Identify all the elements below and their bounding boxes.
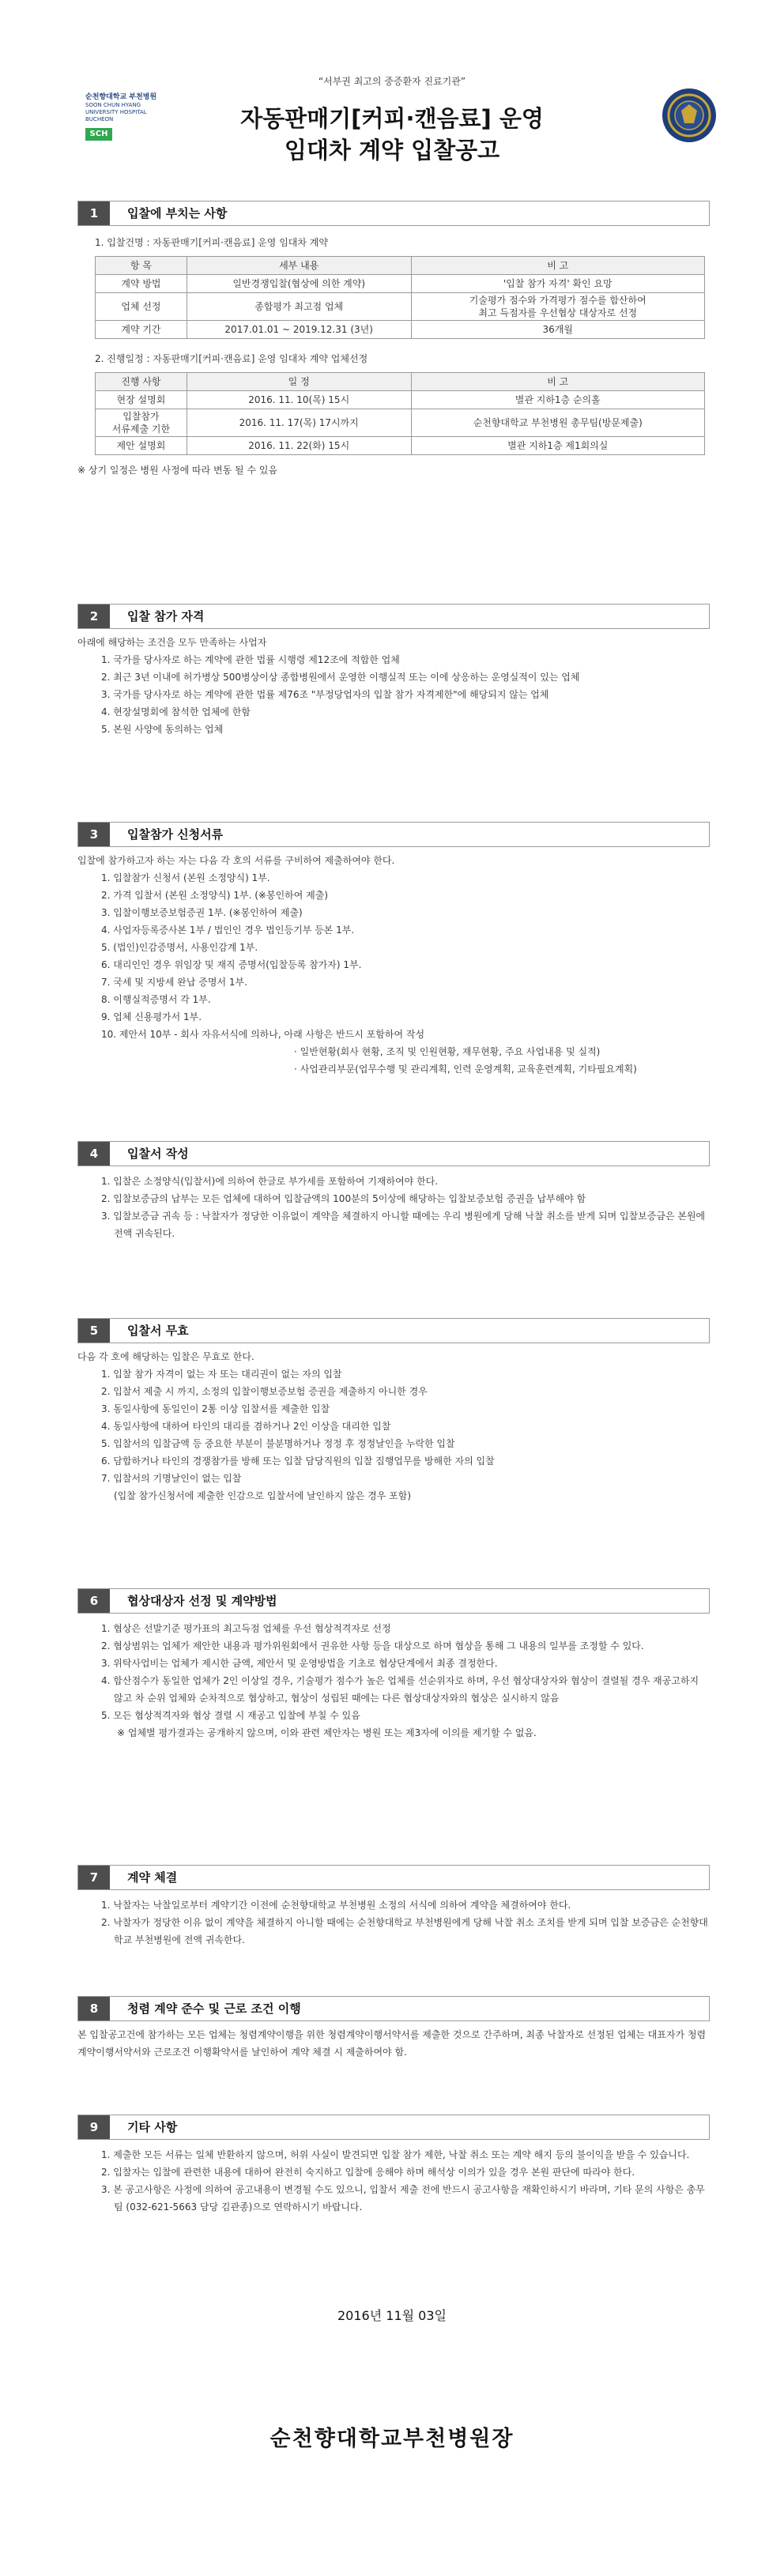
list-item: 9. 업체 신용평가서 1부. bbox=[101, 1011, 202, 1022]
list-item: 4. 사업자등록증사본 1부 / 법인인 경우 법인등기부 등본 1부. bbox=[101, 925, 355, 936]
logo-name-kr: 순천향대학교 부천병원 bbox=[85, 93, 157, 101]
issuer-signature: 순천향대학교부천병원장 bbox=[270, 2427, 514, 2451]
list-item: 10. 제안서 10부 - 회사 자유서식에 의하나, 아래 사항은 반드시 포함하여 작성 bbox=[101, 1029, 425, 1040]
section-title: 협상대상자 선정 및 계약방법 bbox=[127, 1594, 277, 1608]
table-cell: 계약 방법 bbox=[96, 275, 187, 293]
list-item: 5. 모든 협상적격자와 협상 결렬 시 재공고 입찰에 부칠 수 있음 bbox=[101, 1710, 360, 1721]
section-4-header bbox=[77, 1141, 710, 1166]
list-item-continuation: (입찰 참가신청서에 제출한 인감으로 입찰서에 날인하지 않은 경우 포함) bbox=[114, 1490, 412, 1501]
table-row bbox=[96, 437, 705, 455]
section-2-header bbox=[77, 604, 710, 629]
section-intro: 입찰에 참가하고자 하는 자는 다음 각 호의 서류를 구비하여 제출하여야 한다. bbox=[77, 855, 395, 866]
table-row bbox=[96, 275, 705, 293]
list-item: 1. 입찰은 소정양식(입찰서)에 의하여 한글로 부가세를 포함하여 기재하여야 한다. bbox=[101, 1176, 439, 1187]
table-header-cell: 항 목 bbox=[96, 257, 187, 275]
list-item: 3. 동일사항에 동일인이 2통 이상 입찰서를 제출한 입찰 bbox=[101, 1403, 330, 1414]
section-title: 입찰 참가 자격 bbox=[127, 609, 205, 623]
list-item: 7. 국세 및 지방세 완납 증명서 1부. bbox=[101, 977, 247, 988]
section-8 bbox=[77, 1996, 710, 2061]
sch-badge: SCH bbox=[85, 128, 112, 141]
list-item: 7. 입찰서의 기명날인이 없는 입찰 bbox=[101, 1473, 242, 1484]
proposal-detail: · 일반현황(회사 현황, 조직 및 인원현황, 재무현황, 주요 사업내용 및 실적) bbox=[294, 1046, 601, 1057]
list-item: 1. 협상은 선발기준 평가표의 최고득점 업체를 우선 협상적격자로 선정 bbox=[101, 1623, 391, 1634]
schedule-table bbox=[95, 372, 705, 455]
table-header-row bbox=[96, 257, 705, 275]
table-cell: 업체 선정 bbox=[96, 293, 187, 321]
section-9 bbox=[77, 2115, 710, 2216]
table-header-cell: 세부 내용 bbox=[187, 257, 411, 275]
list-item: 4. 현장설명회에 참석한 업체에 한함 bbox=[101, 706, 251, 717]
list-item: 1. 입찰참가 신청서 (본원 소정양식) 1부. bbox=[101, 872, 270, 883]
table-header-cell: 진행 사항 bbox=[96, 373, 187, 391]
section-number: 9 bbox=[78, 2115, 110, 2139]
table-cell: 2017.01.01 ~ 2019.12.31 (3년) bbox=[187, 321, 411, 339]
list-item: 4. 합산점수가 동일한 업체가 2인 이상일 경우, 기술평가 점수가 높은 업체를 선순위자로 하며, 우선 협상대상자와 협상이 결렬될 경우 재공고하지 않고 차 순위 업체와 순차적으로 협상하고, 협상이 성립된 때에는 다른 협상대상자와의 협상은 실시하지 않음 bbox=[101, 1675, 699, 1704]
table-cell: 일반경쟁입찰(협상에 의한 계약) bbox=[187, 275, 411, 293]
table-header-row bbox=[96, 373, 705, 391]
section-number: 6 bbox=[78, 1589, 110, 1613]
table-row bbox=[96, 321, 705, 339]
section-1-header bbox=[77, 201, 710, 226]
proposal-detail: · 사업관리부문(업무수행 및 관리계획, 인력 운영계획, 교육훈련계획, 기타필요계획) bbox=[294, 1064, 637, 1075]
table-cell: 계약 기간 bbox=[96, 321, 187, 339]
notice-date: 2016년 11월 03일 bbox=[337, 2308, 447, 2323]
university-seal-icon bbox=[661, 87, 718, 144]
table-cell: 별관 지하1층 제1회의실 bbox=[411, 437, 705, 455]
integrity-text: 본 입찰공고건에 참가하는 모든 업체는 청렴계약이행을 위한 청렴계약이행서약서를 제출한 것으로 간주하며, 최종 낙찰자로 선정된 업체는 대표자가 청렴계약이행서약서와 근로조건 이행확약서를 날인하여 계약 체결 시 제출하여야 함. bbox=[77, 2029, 707, 2058]
section-title: 입찰참가 신청서류 bbox=[127, 827, 224, 842]
section-number: 5 bbox=[78, 1319, 110, 1343]
page-title-line1: 자동판매기[커피·캔음료] 운영 bbox=[240, 105, 544, 132]
list-item: 2. 최근 3년 이내에 허가병상 500병상이상 종합병원에서 운영한 이행실적 또는 이에 상응하는 운영실적이 있는 업체 bbox=[101, 672, 580, 683]
table-cell: 입찰참가 서류제출 기한 bbox=[96, 409, 187, 437]
table-header-cell: 비 고 bbox=[411, 257, 704, 275]
table-header-cell: 비 고 bbox=[411, 373, 705, 391]
table-cell: 제안 설명회 bbox=[96, 437, 187, 455]
list-item: 5. 입찰서의 입찰금액 등 중요한 부분이 불분명하거나 정정 후 정정날인을 누락한 입찰 bbox=[101, 1438, 455, 1449]
section-5 bbox=[77, 1318, 710, 1505]
list-item: 4. 동일사항에 대하여 타인의 대리를 겸하거나 2인 이상을 대리한 입찰 bbox=[101, 1421, 391, 1432]
section-6-header bbox=[77, 1588, 710, 1614]
bid-name: 1. 입찰건명 : 자동판매기[커피·캔음료] 운영 임대차 계약 bbox=[95, 237, 328, 248]
section-5-header bbox=[77, 1318, 710, 1343]
list-item: 6. 대리인인 경우 위임장 및 재직 증명서(입찰등록 참가자) 1부. bbox=[101, 959, 362, 970]
section-6 bbox=[77, 1588, 710, 1742]
header bbox=[0, 0, 784, 190]
schedule-title: 2. 진행일정 : 자동판매기[커피·캔음료] 운영 임대차 계약 업체선정 bbox=[95, 353, 368, 364]
schedule-note: ※ 상기 일정은 병원 사정에 따라 변동 될 수 있음 bbox=[77, 465, 278, 476]
section-number: 2 bbox=[78, 604, 110, 628]
slogan: “서부권 최고의 중증환자 진료기관” bbox=[318, 76, 466, 87]
list-item: 2. 낙찰자가 정당한 이유 없이 계약을 체결하지 아니할 때에는 순천향대학교 부천병원에게 당해 낙찰 취소 조치를 받게 되며 입찰 보증금은 순천향대학교 부천병원에 전액 귀속한다. bbox=[101, 1917, 708, 1945]
section-intro: 다음 각 호에 해당하는 입찰은 무효로 한다. bbox=[77, 1351, 254, 1362]
section-9-header bbox=[77, 2115, 710, 2140]
table-cell: 별관 지하1층 순의홀 bbox=[411, 391, 705, 409]
list-item: 2. 가격 입찰서 (본원 소정양식) 1부. (※봉인하여 제출) bbox=[101, 890, 329, 901]
section-7-header bbox=[77, 1865, 710, 1890]
list-item: 1. 국가를 당사자로 하는 계약에 관한 법률 시행령 제12조에 적합한 업체 bbox=[101, 654, 400, 665]
section-title: 입찰서 작성 bbox=[127, 1147, 189, 1161]
list-item: 3. 본 공고사항은 사정에 의하여 공고내용이 변경될 수도 있으니, 입찰서 제출 전에 반드시 공고사항을 재확인하시기 바라며, 기타 문의 사항은 총무팀 (032-621-5663 담당 김관종)으로 연락하시기 바랍니다. bbox=[101, 2184, 705, 2213]
list-item: 8. 이행실적증명서 각 1부. bbox=[101, 994, 211, 1005]
list-item: 1. 낙찰자는 낙찰일로부터 계약기간 이전에 순천향대학교 부천병원 소정의 서식에 의하여 계약을 체결하여야 한다. bbox=[101, 1900, 571, 1911]
table-cell: 36개월 bbox=[411, 321, 704, 339]
list-item: 1. 제출한 모든 서류는 일체 반환하지 않으며, 허위 사실이 발견되면 입찰 참가 제한, 낙찰 취소 또는 계약 해지 등의 불이익을 받을 수 있습니다. bbox=[101, 2149, 690, 2160]
section-8-header bbox=[77, 1996, 710, 2021]
list-item: 2. 협상범위는 업체가 제안한 내용과 평가위원회에서 권유한 사항 등을 대상으로 하며 협상을 통해 그 내용의 일부를 조정할 수 있다. bbox=[101, 1640, 644, 1651]
logo-name-en: SOON CHUN HYANG UNIVERSITY HOSPITAL BUCHEON bbox=[85, 102, 147, 122]
list-item: 5. (법인)인감증명서, 사용인감계 1부. bbox=[101, 942, 258, 953]
list-item: 3. 입찰이행보증보험증권 1부. (※봉인하여 제출) bbox=[101, 907, 303, 918]
page-title-line2: 임대차 계약 입찰공고 bbox=[284, 137, 500, 164]
section-number: 1 bbox=[78, 201, 110, 225]
table-cell: '입찰 참가 자격' 확인 요망 bbox=[411, 275, 704, 293]
list-item: 3. 위탁사업비는 업체가 제시한 금액, 제안서 및 운영방법을 기초로 협상단계에서 최종 결정한다. bbox=[101, 1658, 498, 1669]
list-item: 3. 입찰보증금 귀속 등 : 낙찰자가 정당한 이유없이 계약을 체결하지 아니할 때에는 우리 병원에게 당해 낙찰 취소를 받게 되며 입찰보증금은 본원에 전액 귀속된다. bbox=[101, 1211, 706, 1239]
table-row bbox=[96, 293, 705, 321]
list-item: 2. 입찰보증금의 납부는 모든 업체에 대하여 입찰금액의 100분의 5이상에 해당하는 입찰보증보험 증권을 납부해야 함 bbox=[101, 1193, 586, 1204]
list-item: 6. 담합하거나 타인의 경쟁참가를 방해 또는 입찰 담당직원의 입찰 집행업무를 방해한 자의 입찰 bbox=[101, 1456, 495, 1467]
section-4 bbox=[77, 1141, 710, 1242]
table-header-cell: 일 정 bbox=[187, 373, 411, 391]
section-2 bbox=[77, 604, 710, 738]
list-item: 2. 입찰자는 입찰에 관련한 내용에 대하여 완전히 숙지하고 입찰에 응해야 하며 해석상 이의가 있을 경우 본원 판단에 따라야 한다. bbox=[101, 2167, 635, 2178]
table-row bbox=[96, 409, 705, 437]
section-3-header bbox=[77, 822, 710, 847]
table-cell: 2016. 11. 22(화) 15시 bbox=[187, 437, 411, 455]
section-7 bbox=[77, 1865, 710, 1949]
section-number: 3 bbox=[78, 823, 110, 846]
section-title: 기타 사항 bbox=[127, 2120, 178, 2134]
section-title: 입찰서 무효 bbox=[127, 1324, 189, 1338]
bid-items-table bbox=[95, 256, 705, 339]
list-item: 3. 국가를 당사자로 하는 계약에 관한 법률 제76조 "부정당업자의 입찰 참가 자격제한"에 해당되지 않는 업체 bbox=[101, 689, 549, 700]
list-item: 5. 본원 사양에 동의하는 업체 bbox=[101, 724, 224, 735]
list-item: 1. 입찰 참가 자격이 없는 자 또는 대리권이 없는 자의 입찰 bbox=[101, 1369, 342, 1380]
table-cell: 2016. 11. 17(목) 17시까지 bbox=[187, 409, 411, 437]
table-row bbox=[96, 391, 705, 409]
section-number: 8 bbox=[78, 1997, 110, 2021]
table-cell: 기술평가 점수와 가격평가 점수를 합산하여 최고 득점자를 우선협상 대상자로 선정 bbox=[411, 293, 704, 321]
section-number: 4 bbox=[78, 1142, 110, 1166]
table-cell: 종합평가 최고점 업체 bbox=[187, 293, 411, 321]
table-cell: 현장 설명회 bbox=[96, 391, 187, 409]
section-title: 청렴 계약 준수 및 근로 조건 이행 bbox=[127, 2002, 301, 2016]
list-item: 2. 입찰서 제출 시 까지, 소정의 입찰이행보증보험 증권을 제출하지 아니한 경우 bbox=[101, 1386, 428, 1397]
evaluation-note: ※ 업체별 평가결과는 공개하지 않으며, 이와 관련 제안자는 병원 또는 제3자에 이의를 제기할 수 없음. bbox=[117, 1727, 537, 1738]
section-number: 7 bbox=[78, 1866, 110, 1889]
table-cell: 2016. 11. 10(목) 15시 bbox=[187, 391, 411, 409]
section-title: 입찰에 부치는 사항 bbox=[127, 206, 228, 220]
section-intro: 아래에 해당하는 조건을 모두 만족하는 사업자 bbox=[77, 637, 267, 648]
section-1 bbox=[77, 201, 710, 479]
section-title: 계약 체결 bbox=[127, 1870, 178, 1885]
table-cell: 순천향대학교 부천병원 총무팀(방문제출) bbox=[411, 409, 705, 437]
section-3 bbox=[77, 822, 710, 1078]
